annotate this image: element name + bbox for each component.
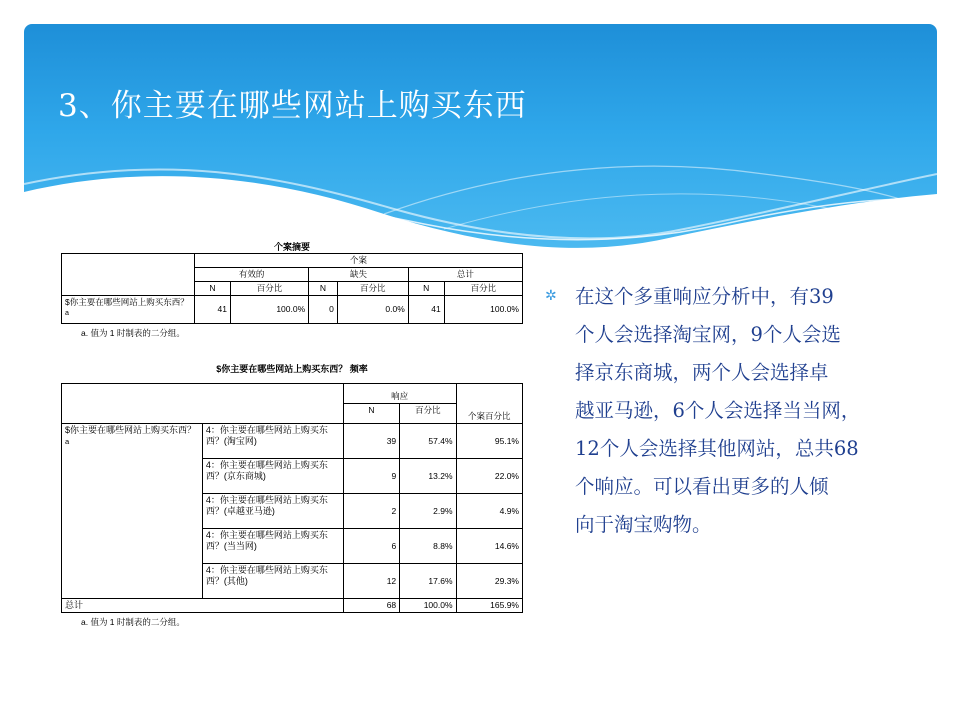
response-group-header: 响应	[343, 384, 456, 404]
table-row	[62, 296, 523, 324]
col-case-pct: 个案百分比	[456, 384, 522, 424]
bullet-paragraph	[545, 278, 935, 544]
col-group-missing: 缺失	[309, 268, 409, 282]
col-pct: 百分比	[230, 282, 308, 296]
cell-case-pct: 29.3%	[456, 564, 522, 599]
slide-header-banner	[24, 24, 937, 264]
case-summary-group-header: 个案	[195, 254, 523, 268]
cell-value: 0	[309, 296, 338, 324]
row-label: 4：你主要在哪些网站上购买东西？(当当网)	[202, 529, 343, 564]
case-summary-table-block	[61, 240, 523, 339]
cell-n: 68	[343, 599, 399, 613]
table-row-total	[62, 599, 523, 613]
col-pct: 百分比	[337, 282, 408, 296]
bullet-text: 在这个多重响应分析中，有39 个人会选择淘宝网，9个人会选 择京东商城，两个人会选择卓 越亚马逊，6个人会选择当当网， 12个人会选择其他网站，总共68 个响应。可以看出更多的人倾 向于淘宝购物。	[575, 285, 861, 536]
col-pct: 百分比	[444, 282, 522, 296]
col-n: N	[195, 282, 231, 296]
cell-pct: 2.9%	[400, 494, 456, 529]
cell-case-pct: 165.9%	[456, 599, 522, 613]
cell-n: 9	[343, 459, 399, 494]
wave-decoration	[24, 24, 937, 264]
cell-value: 100.0%	[444, 296, 522, 324]
asterisk-bullet-icon: ✲	[545, 288, 557, 304]
row-label: $你主要在哪些网站上购买东西？$^a$	[62, 296, 195, 324]
row-group-label: $你主要在哪些网站上购买东西？$^a$	[62, 424, 203, 599]
cell-n: 6	[343, 529, 399, 564]
col-n: N	[343, 404, 399, 424]
cell-case-pct: 4.9%	[456, 494, 522, 529]
frequency-title: $你主要在哪些网站上购买东西？ 频率	[216, 364, 368, 374]
frequency-footnote: a. 值为 1 时制表的二分组。	[81, 617, 185, 627]
table-row	[62, 424, 523, 459]
row-label: 4：你主要在哪些网站上购买东西？(淘宝网)	[202, 424, 343, 459]
case-summary-title: 个案摘要	[273, 242, 310, 252]
case-summary-footnote: a. 值为 1 时制表的二分组。	[81, 327, 185, 338]
total-label: 总计	[62, 599, 344, 613]
cell-n: 2	[343, 494, 399, 529]
col-group-total: 总计	[408, 268, 522, 282]
cell-pct: 13.2%	[400, 459, 456, 494]
row-label: 4：你主要在哪些网站上购买东西？(其他)	[202, 564, 343, 599]
cell-n: 12	[343, 564, 399, 599]
col-pct: 百分比	[400, 404, 456, 424]
case-summary-table	[61, 253, 523, 324]
cell-case-pct: 95.1%	[456, 424, 522, 459]
cell-pct: 17.6%	[400, 564, 456, 599]
row-label: 4：你主要在哪些网站上购买东西？(京东商城)	[202, 459, 343, 494]
cell-value: 100.0%	[230, 296, 308, 324]
cell-n: 39	[343, 424, 399, 459]
cell-pct: 8.8%	[400, 529, 456, 564]
col-group-valid: 有效的	[195, 268, 309, 282]
frequency-table	[61, 383, 523, 613]
cell-case-pct: 22.0%	[456, 459, 522, 494]
col-n: N	[309, 282, 338, 296]
col-n: N	[408, 282, 444, 296]
row-label: 4：你主要在哪些网站上购买东西？(卓越亚马逊)	[202, 494, 343, 529]
cell-pct: 100.0%	[400, 599, 456, 613]
cell-value: 0.0%	[337, 296, 408, 324]
frequency-table-block	[61, 362, 523, 628]
cell-value: 41	[408, 296, 444, 324]
cell-case-pct: 14.6%	[456, 529, 522, 564]
slide-title: 3、你主要在哪些网站上购买东西	[58, 88, 527, 124]
cell-pct: 57.4%	[400, 424, 456, 459]
cell-value: 41	[195, 296, 231, 324]
